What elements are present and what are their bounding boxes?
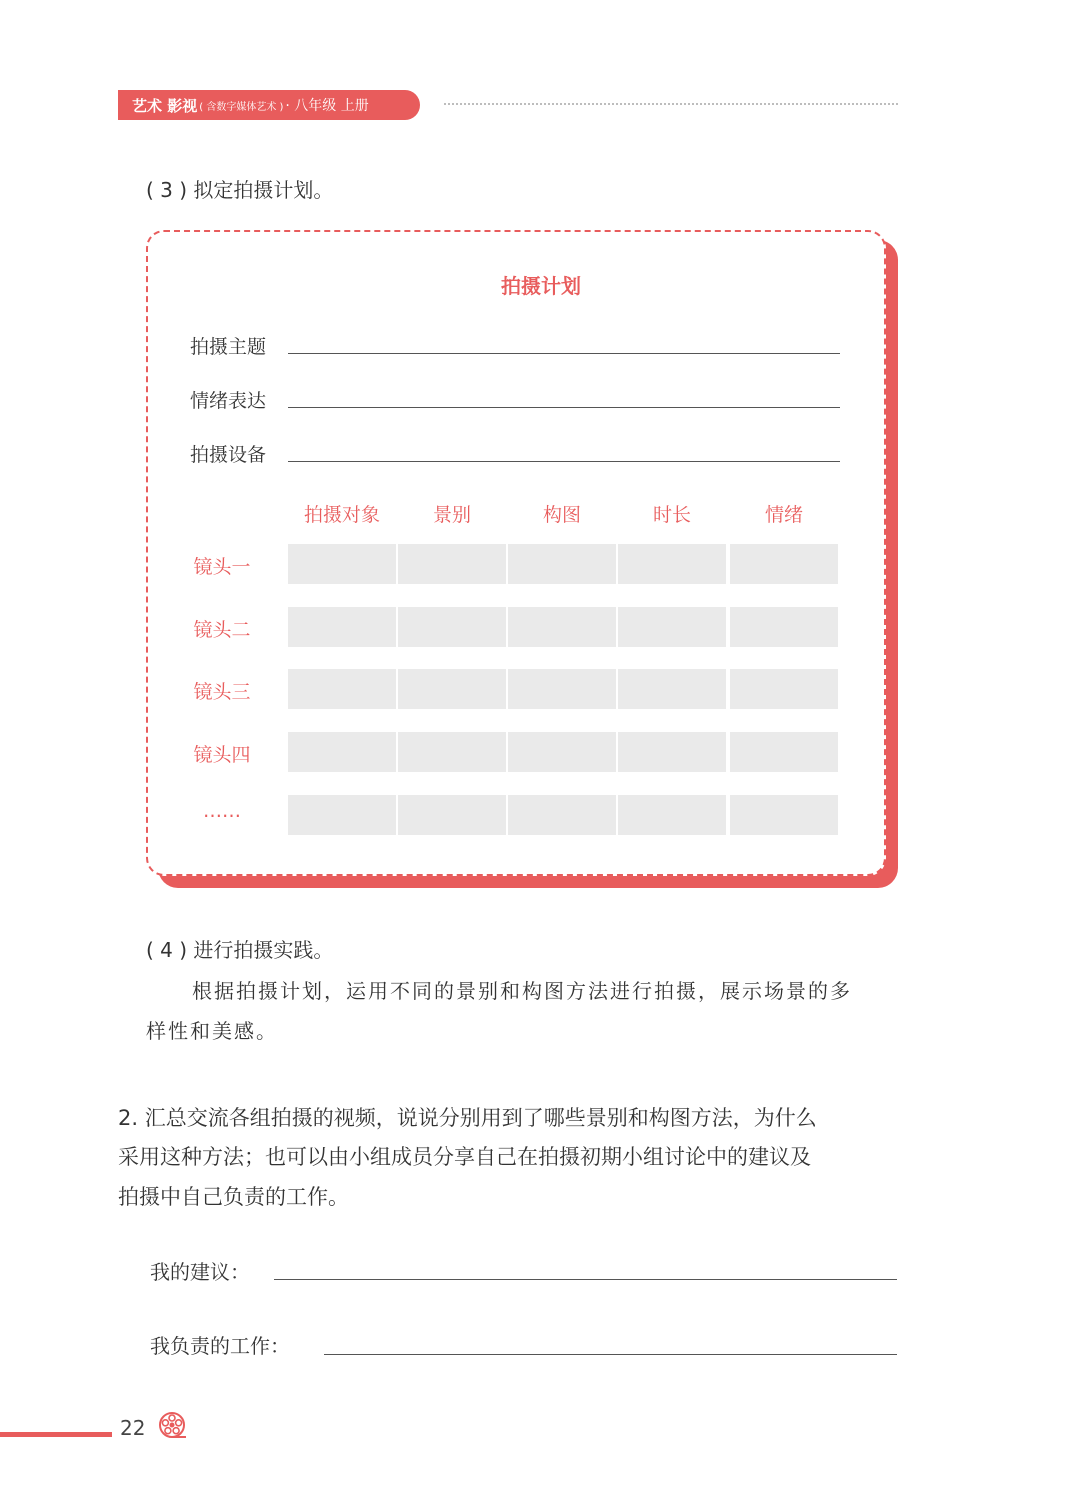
table-cell[interactable] [508, 607, 616, 647]
field-line-theme[interactable] [288, 353, 840, 354]
suggestion-label: 我的建议： [150, 1260, 250, 1284]
book-title: 艺术 影视 [132, 96, 198, 115]
footer-accent-bar [0, 1432, 112, 1437]
field-label-emotion: 情绪表达 [190, 390, 267, 412]
question2-line3: 拍摄中自己负责的工作。 [118, 1185, 349, 1209]
table-cell[interactable] [398, 732, 506, 772]
book-subtitle: ( 含数字媒体艺术 ) [199, 101, 284, 113]
table-cell[interactable] [398, 795, 506, 835]
work-line[interactable] [324, 1354, 897, 1355]
table-cell[interactable] [288, 607, 396, 647]
col-header-shot-size: 景别 [432, 504, 471, 526]
page-number: 22 [120, 1416, 146, 1440]
col-header-composition: 构图 [542, 504, 581, 526]
col-header-subject: 拍摄对象 [303, 504, 380, 526]
table-cell[interactable] [288, 669, 396, 709]
table-cell[interactable] [398, 544, 506, 584]
table-cell[interactable] [618, 669, 726, 709]
step3-heading: ( 3 ) 拟定拍摄计划。 [146, 178, 334, 202]
step4-heading: ( 4 ) 进行拍摄实践。 [146, 938, 334, 962]
table-cell[interactable] [618, 795, 726, 835]
table-cell[interactable] [730, 669, 838, 709]
table-cell[interactable] [730, 795, 838, 835]
header-badge [118, 90, 420, 120]
question2-line2: 采用这种方法；也可以由小组成员分享自己在拍摄初期小组讨论中的建议及 [118, 1145, 811, 1169]
row-label-shot3: 镜头三 [193, 681, 251, 703]
field-label-theme: 拍摄主题 [190, 336, 267, 358]
col-header-emotion: 情绪 [764, 504, 803, 526]
row-label-shot4: 镜头四 [193, 744, 251, 766]
table-cell[interactable] [618, 732, 726, 772]
table-cell[interactable] [508, 732, 616, 772]
table-cell[interactable] [508, 544, 616, 584]
suggestion-line[interactable] [274, 1279, 897, 1280]
table-cell[interactable] [398, 607, 506, 647]
table-cell[interactable] [730, 544, 838, 584]
table-cell[interactable] [618, 544, 726, 584]
table-cell[interactable] [398, 669, 506, 709]
table-cell[interactable] [288, 732, 396, 772]
table-cell[interactable] [288, 544, 396, 584]
field-line-emotion[interactable] [288, 407, 840, 408]
row-label-more: …… [203, 800, 241, 822]
table-cell[interactable] [730, 607, 838, 647]
plan-title: 拍摄计划 [501, 274, 581, 298]
table-cell[interactable] [618, 607, 726, 647]
row-label-shot2: 镜头二 [193, 619, 251, 641]
field-line-equipment[interactable] [288, 461, 840, 462]
book-grade: · 八年级 上册 [285, 98, 369, 114]
table-cell[interactable] [508, 669, 616, 709]
question2-line1: 2. 汇总交流各组拍摄的视频，说说分别用到了哪些景别和构图方法，为什么 [118, 1106, 817, 1130]
table-cell[interactable] [730, 732, 838, 772]
table-cell[interactable] [508, 795, 616, 835]
row-label-shot1: 镜头一 [193, 556, 251, 578]
step4-body-line1: 根据拍摄计划，运用不同的景别和构图方法进行拍摄，展示场景的多 [192, 979, 852, 1003]
work-label: 我负责的工作： [150, 1334, 290, 1358]
table-cell[interactable] [288, 795, 396, 835]
header-divider [444, 103, 898, 105]
film-reel-icon [156, 1410, 188, 1442]
col-header-duration: 时长 [652, 504, 691, 526]
step4-body-line2: 样性和美感。 [146, 1019, 278, 1043]
field-label-equipment: 拍摄设备 [190, 444, 267, 466]
